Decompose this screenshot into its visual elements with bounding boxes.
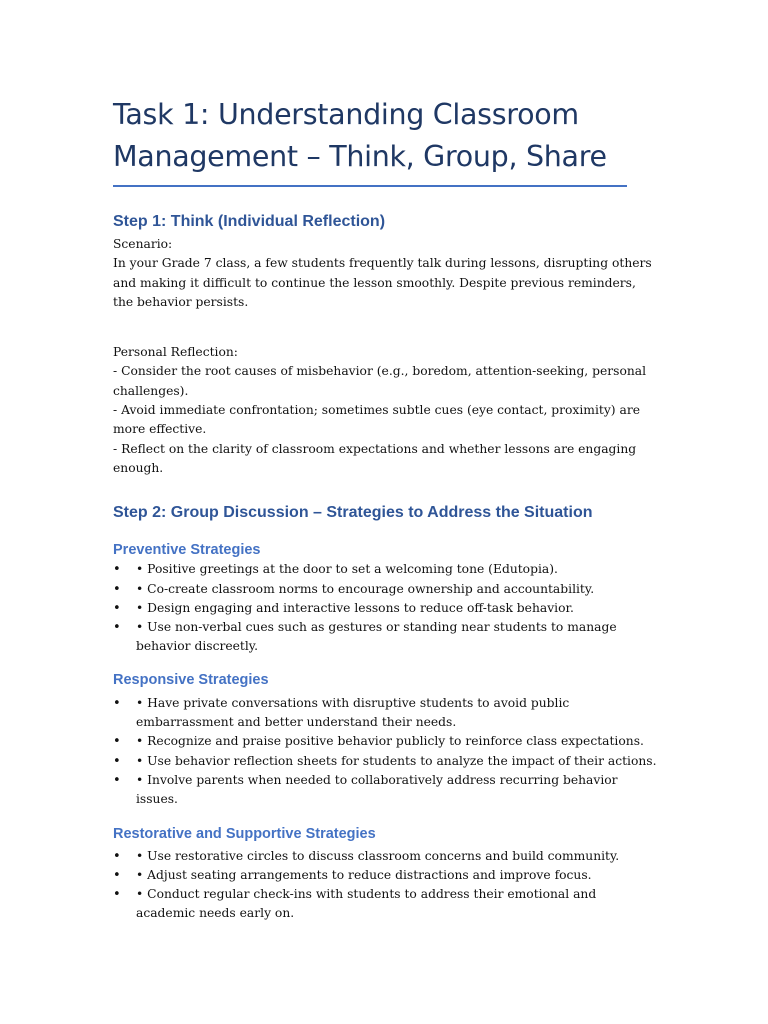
list-item-text: • Conduct regular check-ins with students to address their emotional and academic needs early on.	[136, 887, 597, 921]
list-item	[113, 580, 658, 599]
restorative-heading: Restorative and Supportive Strategies	[113, 825, 376, 842]
preventive-heading: Preventive Strategies	[113, 542, 261, 559]
restorative-list	[113, 847, 658, 924]
list-item	[113, 599, 658, 618]
list-item	[113, 752, 658, 771]
bullet-icon: •	[113, 772, 121, 788]
scenario-text: In your Grade 7 class, a few students frequently talk during lessons, disrupting others and making it difficult to continue the lesson smoothly. Despite previous reminders, the behavior persists.	[113, 256, 652, 309]
list-item	[113, 618, 658, 657]
bullet-icon: •	[113, 734, 121, 750]
bullet-icon: •	[113, 600, 121, 616]
bullet-icon: •	[113, 562, 121, 578]
list-item	[113, 847, 658, 866]
step1-section	[113, 212, 655, 478]
bullet-icon: •	[113, 581, 121, 597]
list-item	[113, 560, 658, 579]
list-item-text: • Use restorative circles to discuss classroom concerns and build community.	[136, 848, 620, 863]
step2-section	[113, 503, 655, 923]
list-item-text: • Design engaging and interactive lessons to reduce off-task behavior.	[136, 600, 574, 615]
list-item-text: • Recognize and praise positive behavior publicly to reinforce class expectations.	[136, 734, 644, 749]
list-item-text: • Involve parents when needed to collaboratively address recurring behavior issues.	[136, 772, 618, 807]
list-item	[113, 694, 658, 733]
responsive-heading: Responsive Strategies	[113, 671, 269, 688]
list-item	[113, 866, 658, 885]
scenario-label: Scenario:	[113, 237, 173, 251]
bullet-icon: •	[113, 887, 121, 903]
step2-heading: Step 2: Group Discussion – Strategies to Address the Situation	[113, 504, 593, 522]
list-item-text: • Positive greetings at the door to set a welcoming tone (Edutopia).	[136, 562, 558, 577]
bullet-icon: •	[113, 753, 121, 769]
responsive-list	[113, 694, 658, 810]
title-underline	[113, 185, 627, 187]
reflection-label: Personal Reflection:	[113, 345, 238, 360]
list-item	[113, 771, 658, 810]
list-item-text: • Co-create classroom norms to encourage ownership and accountability.	[136, 581, 595, 596]
bullet-icon: •	[113, 867, 121, 883]
list-item-text: • Adjust seating arrangements to reduce distractions and improve focus.	[136, 867, 592, 882]
reflection-point: - Reflect on the clarity of classroom expectations and whether lessons are engaging enough.	[113, 441, 637, 475]
preventive-list	[113, 560, 658, 656]
list-item	[113, 885, 658, 924]
step1-heading: Step 1: Think (Individual Reflection)	[113, 213, 386, 230]
reflection-point: - Consider the root causes of misbehavior (e.g., boredom, attention-seeking, personal challenges).	[113, 364, 647, 398]
bullet-icon: •	[113, 695, 121, 711]
list-item	[113, 732, 658, 751]
list-item-text: • Have private conversations with disruptive students to avoid public embarrassment and better understand their needs.	[136, 695, 570, 730]
document-title: Task 1: Understanding Classroom Management – Think, Group, Share	[113, 98, 607, 173]
bullet-icon: •	[113, 620, 121, 636]
list-item-text: • Use behavior reflection sheets for students to analyze the impact of their actions.	[136, 753, 657, 768]
bullet-icon: •	[113, 848, 121, 864]
list-item-text: • Use non-verbal cues such as gestures or standing near students to manage behavior discreetly.	[136, 620, 617, 654]
reflection-point: - Avoid immediate confrontation; sometimes subtle cues (eye contact, proximity) are more effective.	[113, 403, 640, 437]
